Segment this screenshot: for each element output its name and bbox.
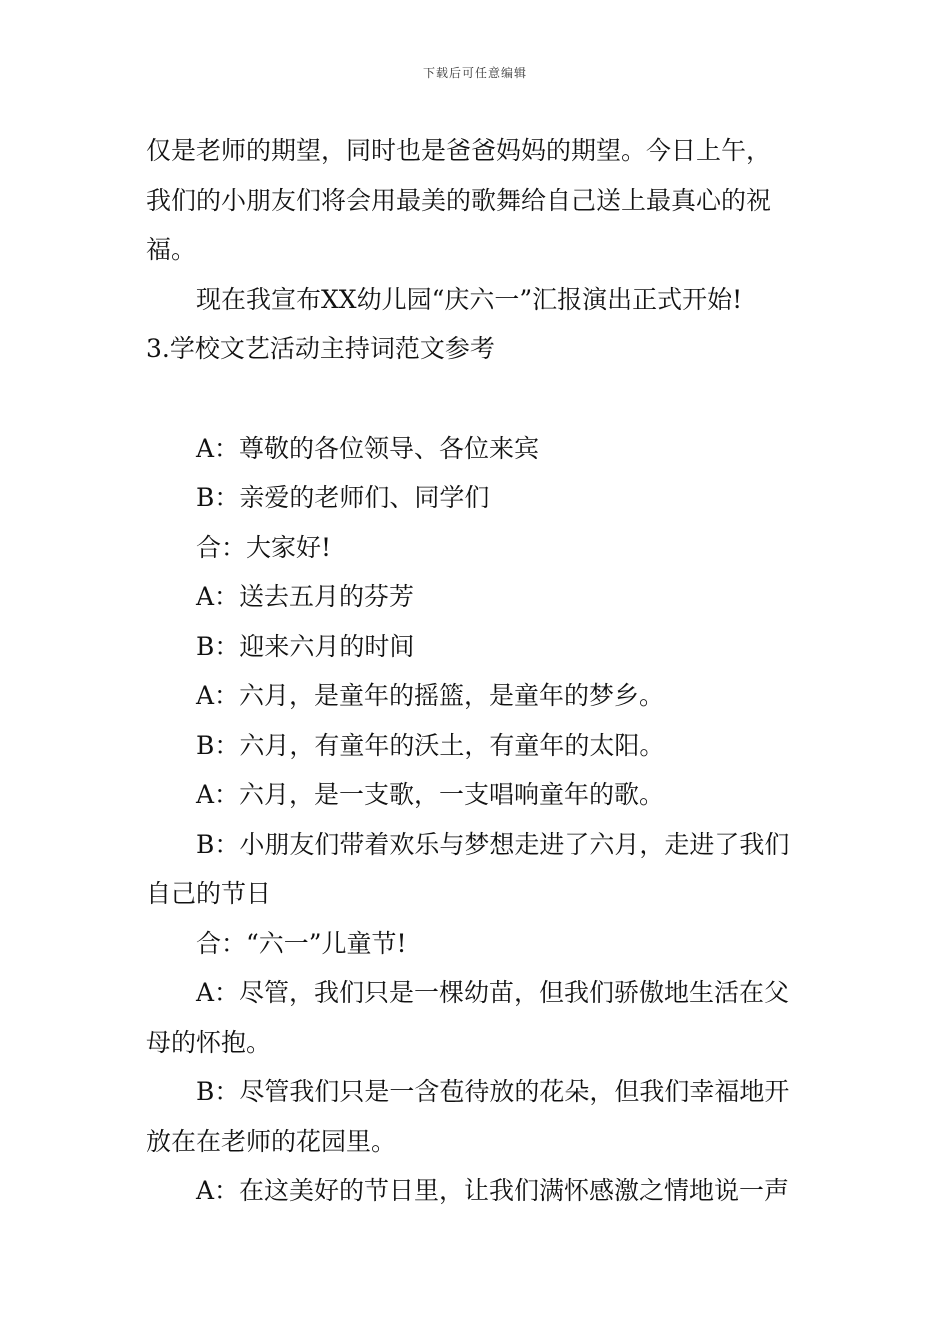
script-line: B：六月，有童年的沃土，有童年的太阳。 xyxy=(196,730,665,760)
paragraph-line: 福。 xyxy=(146,235,197,264)
blank-line xyxy=(146,374,810,424)
script-line-continuation: 自己的节日 xyxy=(146,879,272,908)
announcement-line: 现在我宣布XX幼儿园“庆六一”汇报演出正式开始! xyxy=(196,284,743,314)
paragraph-line: 仅是老师的期望，同时也是爸爸妈妈的期望。今日上午， xyxy=(146,136,772,165)
script-line: B：迎来六月的时间 xyxy=(196,631,415,661)
script-line: A：六月，是一支歌，一支唱响童年的歌。 xyxy=(196,780,665,809)
script-line-continuation: 放在在老师的花园里。 xyxy=(146,1126,397,1156)
script-line: A：送去五月的芬芳 xyxy=(196,582,415,611)
document-body xyxy=(146,126,810,1216)
script-line: B：小朋友们带着欢乐与梦想走进了六月，走进了我们 xyxy=(196,829,790,859)
script-line: A：尽管，我们只是一棵幼苗，但我们骄傲地生活在父 xyxy=(196,978,790,1007)
script-line: B：亲爱的老师们、同学们 xyxy=(196,483,490,512)
script-line: 合：“六一”儿童节! xyxy=(196,928,407,958)
paragraph-line: 我们的小朋友们将会用最美的歌舞给自己送上最真心的祝 xyxy=(146,185,772,215)
script-line: A：尊敬的各位领导、各位来宾 xyxy=(196,433,540,463)
page-header-note: 下载后可任意编辑 xyxy=(422,66,527,80)
script-line: B：尽管我们只是一含苞待放的花朵，但我们幸福地开 xyxy=(196,1077,790,1106)
script-line: A：六月，是童年的摇篮，是童年的梦乡。 xyxy=(196,681,665,710)
script-line: A：在这美好的节日里，让我们满怀感激之情地说一声 xyxy=(196,1176,790,1205)
script-line-continuation: 母的怀抱。 xyxy=(146,1027,272,1057)
section-heading: 3.学校文艺活动主持词范文参考 xyxy=(146,334,495,363)
script-line: 合：大家好! xyxy=(196,532,332,562)
